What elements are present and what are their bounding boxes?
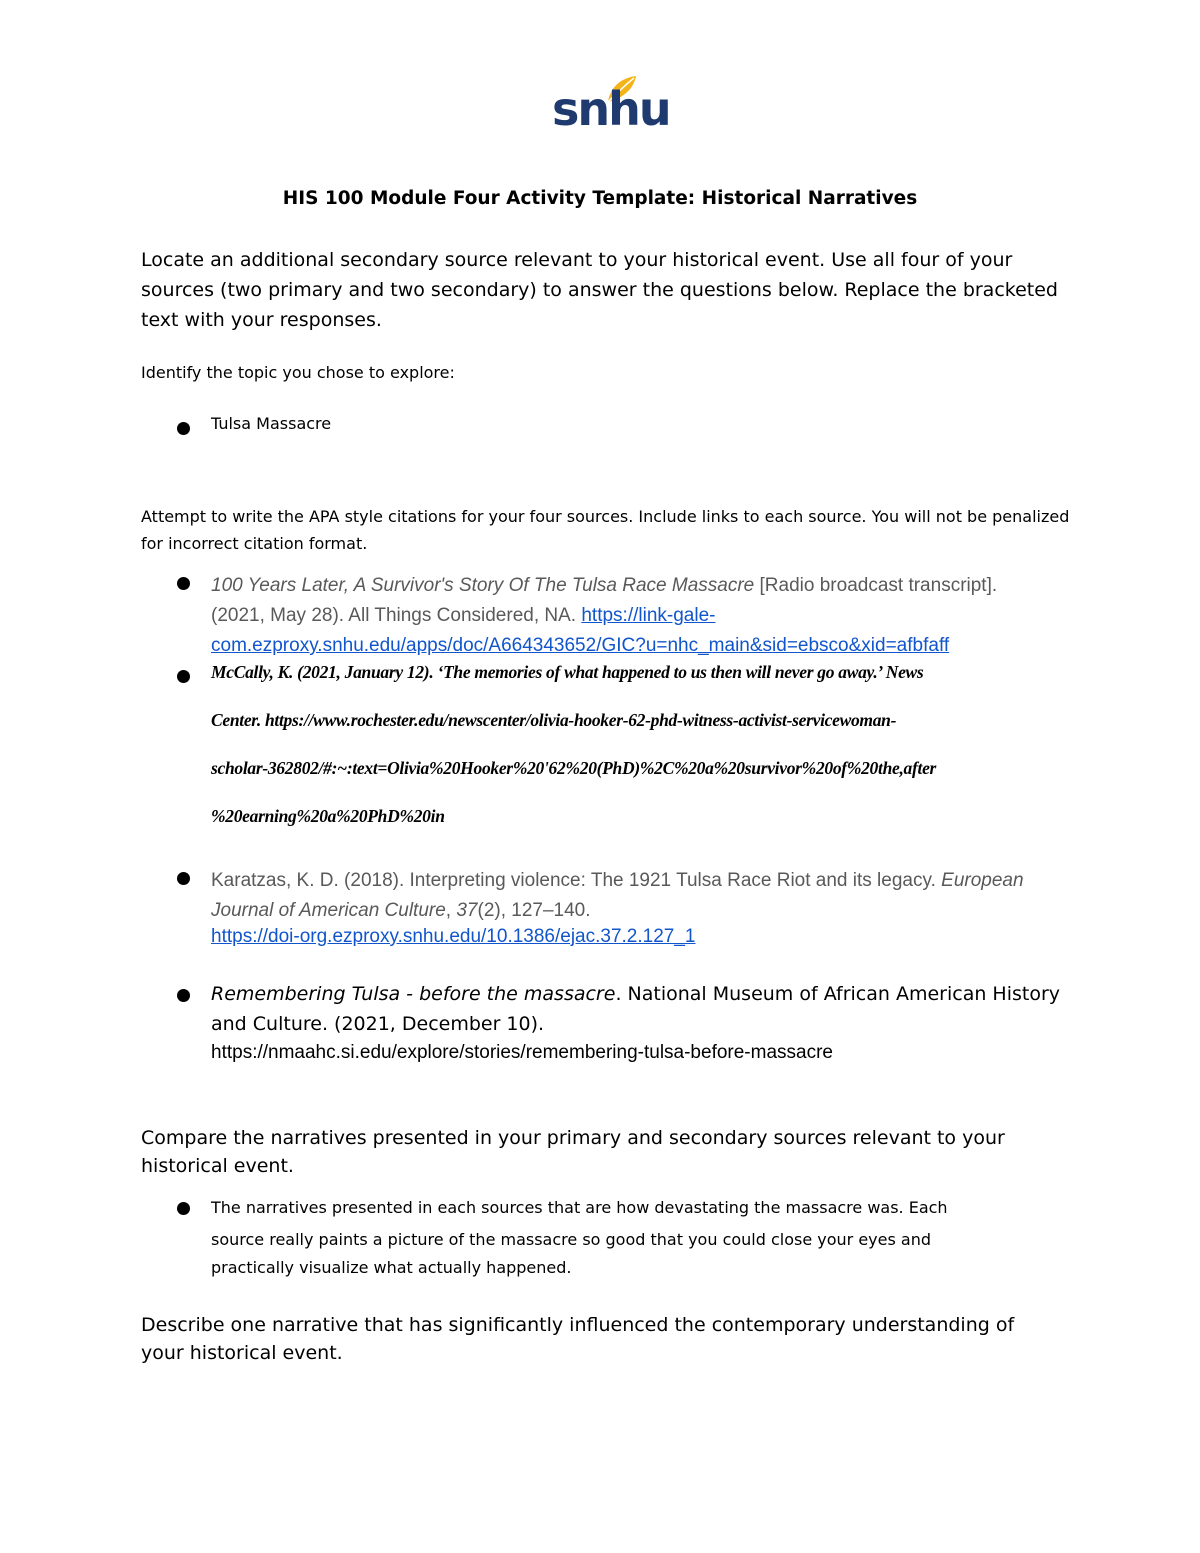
citation-4-title: Remembering Tulsa - before the massacre — [211, 983, 616, 1005]
citation-3 — [211, 866, 1071, 948]
intro-paragraph: Locate an additional secondary source relevant to your historical event. Use all four of your sources (two primary and two secondary) to answer the questions below. Replace the bracketed text with your responses. — [141, 249, 1058, 331]
citation-prompt: Attempt to write the APA style citations for your four sources. Include links to each source. You will not be penalized for incorrect citation format. — [141, 507, 1070, 553]
citation-3-authors: Karatzas, K. D. (2018). Interpreting violence: The 1921 Tulsa Race Riot and its legacy. — [211, 870, 942, 891]
citation-3-volume: 37 — [456, 900, 478, 921]
bullet-icon — [177, 1202, 190, 1215]
topic-answer: Tulsa Massacre — [211, 414, 332, 433]
citation-2 — [211, 648, 1111, 840]
citation-1-link[interactable]: https://link-gale-com.ezproxy.snhu.edu/apps/doc/A664343652/GIC?u=nhc_main&sid=ebsco&xid=afbfaff — [211, 605, 950, 656]
citation-3-link[interactable]: https://doi-org.ezproxy.snhu.edu/10.1386/ejac.37.2.127_1 — [211, 926, 696, 947]
topic-prompt: Identify the topic you chose to explore: — [141, 363, 455, 382]
citation-2-line: scholar-362802/#:~:text=Olivia%20Hooker%20'62%20(PhD)%2C%20a%20survivor%20of%20the,after — [211, 758, 937, 778]
compare-answer-line: source really paints a picture of the massacre so good that you could close your eyes and — [211, 1230, 932, 1249]
logo-wordmark: snhu — [552, 82, 670, 136]
citation-4 — [211, 979, 1071, 1067]
compare-prompt: Compare the narratives presented in your primary and secondary sources relevant to your historical event. — [141, 1127, 1005, 1177]
compare-answer-line: practically visualize what actually happened. — [211, 1258, 572, 1277]
compare-answer-line: The narratives presented in each sources that are how devastating the massacre was. Each — [211, 1198, 948, 1217]
bullet-icon — [177, 989, 190, 1002]
snhu-logo — [552, 74, 670, 136]
bullet-icon — [177, 577, 190, 590]
citation-3-separator: , — [445, 900, 457, 921]
citation-1-details: [Radio broadcast transcript]. (2021, May 28). All Things Considered, NA. — [211, 575, 998, 626]
citation-1-title: 100 Years Later, A Survivor's Story Of The Tulsa Race Massacre — [211, 575, 755, 596]
citation-2-line: McCally, K. (2021, January 12). ‘The memories of what happened to us then will never go away.’ News — [211, 662, 924, 682]
citation-3-journal: European Journal of American Culture — [211, 870, 1024, 921]
compare-answer — [211, 1194, 1071, 1279]
describe-prompt: Describe one narrative that has significantly influenced the contemporary understanding of your historical event. — [141, 1314, 1015, 1364]
citation-2-line: %20earning%20a%20PhD%20in — [211, 806, 445, 826]
page-title: HIS 100 Module Four Activity Template: Historical Narratives — [282, 188, 918, 209]
bullet-icon — [177, 422, 190, 435]
citation-4-details: . National Museum of African American History and Culture. (2021, December 10). — [211, 983, 1061, 1035]
citation-3-issue: (2), 127–140. — [477, 900, 591, 921]
bullet-icon — [177, 872, 190, 885]
bullet-icon — [177, 670, 190, 683]
citation-2-line: Center. https://www.rochester.edu/newscenter/olivia-hooker-62-phd-witness-activist-servicewoman- — [211, 710, 897, 730]
citation-4-link[interactable]: https://nmaahc.si.edu/explore/stories/remembering-tulsa-before-massacre — [211, 1042, 833, 1063]
